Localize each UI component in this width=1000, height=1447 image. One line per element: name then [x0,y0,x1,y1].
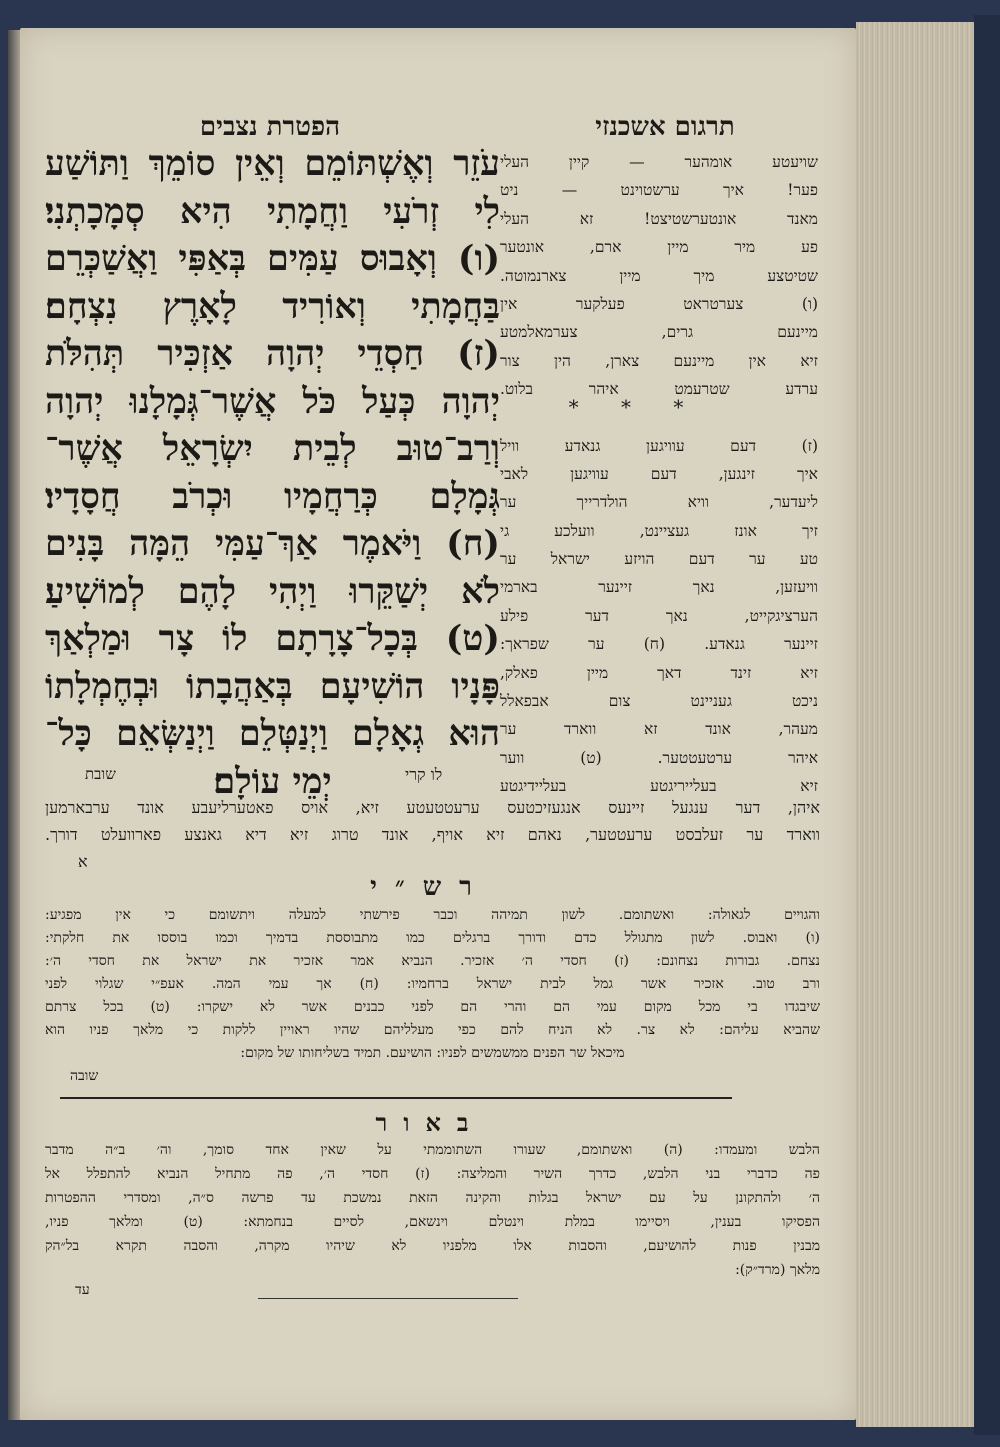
yiddish-line: (ז) דעם עוויגען גנאדע וויל [500,436,818,455]
page-block-edge [856,22,977,1427]
yiddish-line: איך זינגען, דעם עוויגען לאבי [500,464,818,483]
book-cover [974,15,1000,1435]
yiddish-line: מעהר, אונד זא ווארד ער [500,720,818,739]
rashi-line: ורב טוב. אזכיר אשר גמל לבית ישראל ברחמיו: (ח) אך עמי המה. אעפ״י שגלוי לפני [45,976,820,992]
footer-rule [258,1298,518,1299]
rashi-line: מיכאל שר הפנים ממשמשים לפניו: הושיעם. תמיד בשליחותו של מקום: [240,1045,625,1061]
hebrew-line: הוּא גְאָלָם וַיְנַטְּלֵם וַיְנַשְּׂאֵם כָּל־ [45,713,500,754]
hebrew-line: וְרַב־טוּב לְבֵית יִשְׂרָאֵל אֲשֶׁר־ [45,428,500,469]
hebrew-text-column [45,140,500,805]
yiddish-full-line: איהן, דער ענגעל זיינעס אנגעזיכטעס ערעטטעטע זיא, אויס פאטערליעבע אונד ערבארמען [45,798,820,817]
catchword-shuvah: שובה [70,1068,99,1084]
yiddish-line: טע ער דעם הויזע ישראל ער [500,550,818,569]
yiddish-line: פער! איך ערשטוינט — ניט [500,181,818,200]
yiddish-line: זיא אין מיינעם צארן, הין צור [500,351,818,370]
running-head-left: הפטרת נצבים [199,112,341,142]
rashi-line: נצחם. גבורות נצחונם: (ז) חסדי ה׳ אזכיר. הנביא אמר אזכיר את ישראל את חסדי ה׳: [45,953,820,969]
biur-line: הלבש ומעמדו: (ה) ואשתומם, שעורו השתוממתי על שאין אחד סומך, וה׳ ב״ה מדבר [45,1142,820,1158]
biur-line: ה׳ ולהתקונן על עם ישראל בגלות והקינה הזאת נמשכת עד פרשה ס״ה, ומסדרי ההפטרות [45,1190,820,1206]
section-stars: * * * [568,395,702,419]
yiddish-line: שויעטע אומהער — קיין העלי [500,153,818,171]
yiddish-line: זיא זינד דאך מיין פאלק, [500,663,818,682]
yiddish-line: וויעזען, נאך זיינער בארמי [500,578,818,597]
divider-rule [60,1097,732,1099]
hebrew-line: בַּחֲמָתִי וְאוֹרִיד לָאָרֶץ נִצְחָם׃ [45,285,500,327]
signature-mark: א [78,852,88,871]
hebrew-line: (ח) וַיֹּאמֶר אַךְ־עַמִּי הֵמָּה בָּנִים [45,523,500,564]
hebrew-line: יְהוָה כְּעַל כֹּל אֲשֶׁר־גְּמָלָנוּ יְהוָה [45,380,500,422]
yiddish-line: פע מיר מיין ארם, אונטער [500,238,818,257]
yiddish-full-line: ווארד ער זעלבסט ערעטטער, נאהם זיא אויף, אונד טרוג זיא דיא גאנצע פארוועלט דורך. [45,825,820,844]
rashi-line: והגויים לגאולה: ואשתומם. לשון תמיהה וכבר פירשתי למעלה ויתשומם כי אין מפגיע: [45,907,820,923]
yiddish-line: ערדע שטרעמט איהר בלוט. [500,380,818,399]
biur-line: הפסיקו בענין, ויסיימו במלת וינטלם וינשאם, לסיים בנחמתא: (ט) ומלאך פניו, [45,1214,820,1230]
hebrew-line: לֹא יְשַׁקֵּרוּ וַיְהִי לָהֶם לְמוֹשִׁיעַ׃ [45,570,500,612]
hebrew-line: (ו) וְאָבוּס עַמִּים בְּאַפִּי וַאֲשַׁכְּרֵם [45,238,500,279]
yiddish-line: שטיטצע מיך מיין צארנמוטה. [500,266,818,285]
rashi-line: שיבגדו בי מכל מקום עמי הם והרי הם לפני כבנים אשר לא ישקרו: (ט) בכל צרתם [45,999,820,1015]
yiddish-line: זיך אונז געציינט, וועלכע גי [500,521,818,540]
yiddish-translation-column [500,148,818,801]
hebrew-line: עֹזֵר וְאֶשְׁתּוֹמֵם וְאֵין סוֹמֵךְ וַתּוֹשַׁע [45,143,500,184]
yiddish-line: זיא בעלייריגטע בעליידיגטע [500,777,818,796]
yiddish-line: ניכט געניינט צום אבפאלל [500,692,818,711]
hebrew-line: יְמֵי עוֹלָם׃ [213,760,332,802]
biur-line: פה כדברי בני הלבש, כדרך השיר והמליצה: (ז) חסדי ה׳, פה מתחיל הנביא להתפלל אל [45,1166,820,1182]
yiddish-line: זיינער גנאדע. (ח) ער שפראך: [500,635,818,654]
biur-title: באור [375,1108,485,1137]
biur-line: מלאך (מרד״ק): [735,1262,820,1278]
catchword-ad: עד [75,1282,90,1298]
running-head-right: תרגום אשכנזי [595,112,735,142]
rashi-line: (ו) ואבוס. לשון מתגולל כדם ודורך ברגלים כמו מתבוססת בדמיך וכמו בוססו את חלקתי: [45,930,820,946]
yiddish-line: (ו) צערטראט פעלקער אין [500,294,818,313]
hebrew-line: (ז) חַסְדֵי יְהוָה אַזְכִּיר תְּהִלֹּת [45,333,500,374]
yiddish-line: ליעדער, וויא הולדרייך ער [500,493,818,512]
hebrew-line: פָּנָיו הוֹשִׁיעָם בְּאַהֲבָתוֹ וּבְחֶמְלָתוֹ [45,665,500,707]
hebrew-line: לִי זְרֹעִי וַחֲמָתִי הִיא סְמָכָתְנִי׃ [45,190,500,232]
hebrew-line: (ט) בְּכָל־צָרָתָם לוֹ צָר וּמַלְאַךְ [45,618,500,659]
rashi-title: רש״י [370,872,490,902]
catchword-shovet: שובת [85,765,116,783]
yiddish-line: הערציגקייט, נאך דער פילע [500,606,818,625]
catchword-keri: לו קרי [405,765,443,784]
biur-line: מבנין פנות להושיעם, והסבות אלו מלפניו לא שיהיו מקרה, והסבה תקרא בל״הק [45,1238,820,1254]
yiddish-line: מיינעם גרים, צערמאלמטע [500,323,818,342]
yiddish-line: מאנד אונטערשטיצט! זא העלי [500,209,818,228]
hebrew-line: גְּמָלָם כְּרַחֲמָיו וּכְרֹב חֲסָדָיו׃ [45,475,500,517]
rashi-line: שהביא עליהם: לא צר. לא הניח להם כפי מעלליהם שהיו ראויין ללקות כי מלאך פניו הוא [45,1022,820,1038]
yiddish-line: איהר ערטעטטער. (ט) ווער [500,748,818,767]
